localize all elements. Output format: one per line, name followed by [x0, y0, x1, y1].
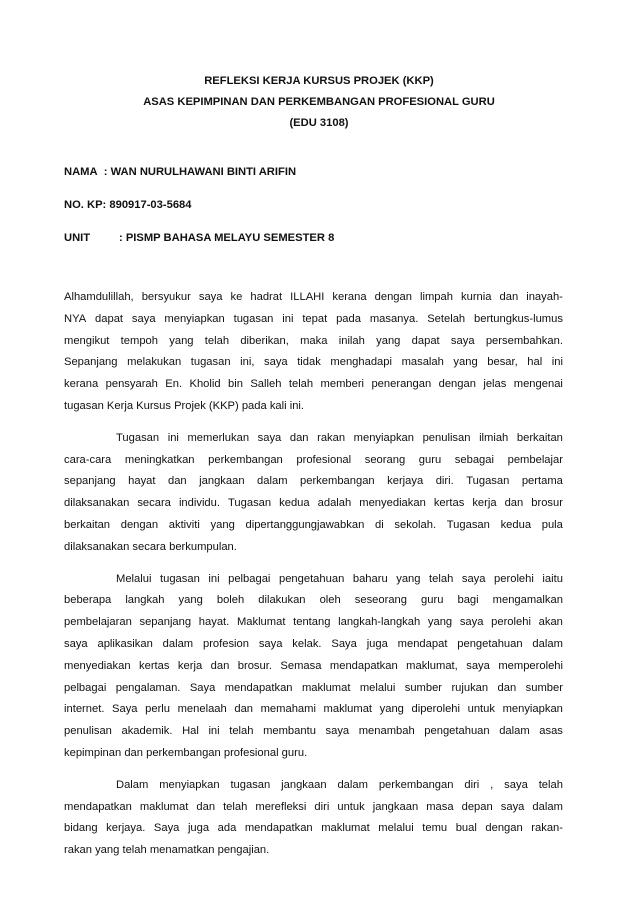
- word: dapat: [411, 334, 440, 347]
- word: dapat: [95, 312, 124, 325]
- word: dalam: [257, 475, 288, 488]
- word: sumber: [404, 681, 443, 694]
- text-line: [64, 450, 563, 472]
- word: masa: [426, 800, 454, 813]
- word: pembelajar: [507, 453, 563, 466]
- word: maklumat: [301, 681, 351, 694]
- word: dan: [167, 475, 187, 488]
- header-course-name: ASAS KEPIMPINAN DAN PERKEMBANGAN PROFESIONAL GURU: [143, 96, 495, 108]
- word: bertungkus-lumus: [474, 312, 563, 325]
- word: mengenai: [513, 378, 563, 391]
- word: baharu: [352, 572, 388, 585]
- word: dipertanggungjawabkan: [245, 518, 365, 531]
- word: ,: [490, 778, 494, 791]
- text-line: [64, 331, 563, 353]
- word: diri: [464, 778, 480, 791]
- word: diberikan,: [240, 334, 289, 347]
- word: Saya: [112, 703, 138, 716]
- word: dengan: [438, 378, 476, 391]
- word: yang: [210, 518, 235, 531]
- word: saya: [131, 312, 156, 325]
- nama-label: NAMA: [64, 166, 98, 178]
- word: maka: [300, 334, 328, 347]
- word: oleh: [319, 594, 341, 607]
- word: dilaksanakan: [64, 497, 130, 510]
- word: diperolehi: [411, 703, 461, 716]
- text-line: [64, 374, 563, 396]
- word: saya: [504, 778, 528, 791]
- word: Alhamdulillah,: [64, 291, 134, 303]
- word: guru: [421, 594, 444, 607]
- text-line: [64, 493, 563, 515]
- text-line: [64, 634, 563, 656]
- unit-label: UNIT: [64, 232, 91, 244]
- word: dalam: [162, 637, 194, 650]
- word: perlu: [145, 703, 171, 716]
- word: saya: [257, 431, 282, 444]
- word: inayah-: [526, 291, 563, 303]
- word: dan: [504, 497, 524, 510]
- word: kelak.: [292, 637, 322, 650]
- word: dalam: [532, 800, 563, 813]
- word: tempoh: [120, 334, 158, 347]
- text-line: [64, 721, 563, 743]
- word: cara-cara: [64, 453, 112, 466]
- word: telah: [204, 334, 230, 347]
- word: tugasan: [160, 572, 200, 585]
- word: telah: [429, 572, 454, 585]
- text-line: kepimpinan dan perkembangan profesional guru.: [64, 746, 308, 759]
- word: mendapatkan: [64, 800, 132, 813]
- word: dan: [497, 681, 517, 694]
- word: ilmiah: [479, 431, 509, 444]
- word: saya: [459, 616, 484, 629]
- word: telah: [288, 378, 314, 391]
- word: yang: [453, 356, 478, 369]
- word: kedua: [279, 497, 310, 510]
- word: dalam: [337, 778, 368, 791]
- word: Sepanjang: [64, 356, 118, 369]
- paragraph-1: [64, 287, 563, 418]
- paragraph-2: [64, 428, 563, 559]
- word: saya: [258, 637, 283, 650]
- word: kedua: [500, 518, 532, 531]
- word: kerana: [332, 291, 367, 303]
- info-nama: [64, 166, 296, 178]
- word: tentang: [293, 616, 331, 629]
- text-line: [64, 471, 563, 493]
- word: perkembangan: [300, 475, 375, 488]
- word: Salleh: [250, 378, 282, 391]
- word: mendapatkan: [244, 822, 313, 835]
- word: ini: [167, 431, 179, 444]
- word: yang: [178, 594, 203, 607]
- word: rujukan: [451, 681, 489, 694]
- word: rakan: [317, 431, 346, 444]
- word: persembahkan.: [485, 334, 563, 347]
- word: brosur.: [237, 659, 272, 672]
- word: Maklumat: [236, 616, 286, 629]
- word: dan: [499, 291, 519, 303]
- word: dengan: [120, 518, 159, 531]
- word: jangkaan: [372, 800, 419, 813]
- word: meningkatkan: [124, 453, 195, 466]
- word: Kholid: [189, 378, 221, 391]
- word: menyiapkan: [502, 703, 563, 716]
- word: sumber: [525, 681, 563, 694]
- word: kerana: [64, 378, 99, 391]
- kp-value: 890917-03-5684: [109, 199, 192, 211]
- word: menyediakan: [359, 497, 426, 510]
- word: sekolah.: [394, 518, 437, 531]
- word: saya: [325, 725, 350, 738]
- word: ada: [217, 822, 237, 835]
- word: pertama: [521, 475, 563, 488]
- text-line: [64, 569, 563, 591]
- word: dan: [234, 703, 254, 716]
- paragraph-3: [64, 569, 563, 765]
- word: perolehi: [491, 616, 531, 629]
- word: melakukan: [127, 356, 182, 369]
- word: menyiapkan: [353, 431, 414, 444]
- word: bual: [455, 822, 477, 835]
- word: kerjaya: [387, 475, 424, 488]
- word: pada: [336, 312, 361, 325]
- word: sebagai: [454, 453, 494, 466]
- word: dan: [210, 659, 230, 672]
- word: besar,: [487, 356, 518, 369]
- word: tugasan: [190, 356, 231, 369]
- word: Dalam: [116, 778, 149, 791]
- word: sepanjang: [139, 616, 192, 629]
- text-line: [64, 656, 563, 678]
- word: memerlukan: [187, 431, 250, 444]
- word: guru: [418, 453, 442, 466]
- word: masalah: [401, 356, 444, 369]
- word: maklumat: [321, 822, 370, 835]
- word: depan: [461, 800, 493, 813]
- word: Saya: [153, 822, 180, 835]
- word: memahami: [260, 703, 316, 716]
- text-line: [64, 699, 563, 721]
- word: saya: [64, 637, 88, 650]
- word: sepanjang: [64, 475, 116, 488]
- info-unit: [64, 232, 334, 244]
- word: langkah-langkah: [338, 616, 421, 629]
- word: melalui: [378, 822, 414, 835]
- word: pula: [541, 518, 563, 531]
- word: menyiapkan: [164, 312, 225, 325]
- document-body: [64, 287, 563, 872]
- word: individu.: [178, 497, 220, 510]
- word: iaitu: [542, 572, 563, 585]
- word: bidang: [64, 822, 98, 835]
- word: bin: [228, 378, 243, 391]
- nama-value: : WAN NURULHAWANI BINTI ARIFIN: [103, 166, 297, 178]
- word: hal: [527, 356, 543, 369]
- text-line: [64, 515, 563, 537]
- word: bagi: [457, 594, 479, 607]
- word: beberapa: [64, 594, 112, 607]
- word: adalah: [317, 497, 352, 510]
- word: pelbagai: [228, 572, 271, 585]
- word: saya: [450, 334, 475, 347]
- word: mendapatkan: [329, 659, 398, 672]
- word: ILLAHI: [290, 291, 325, 303]
- info-kp: [64, 199, 192, 211]
- word: dalam: [499, 725, 530, 738]
- word: mendapatkan: [224, 681, 293, 694]
- word: menghadapi: [330, 356, 392, 369]
- word: menyediakan: [64, 659, 131, 672]
- word: hayat.: [198, 616, 230, 629]
- text-line: [64, 287, 563, 309]
- word: bersyukur: [141, 291, 191, 303]
- word: hadrat: [250, 291, 283, 303]
- header-course-code: (EDU 3108): [289, 117, 349, 129]
- word: internet.: [64, 703, 105, 716]
- word: profesion: [202, 637, 249, 650]
- word: penerangan: [371, 378, 432, 391]
- word: pengetahuan: [457, 637, 523, 650]
- word: aplikasikan: [97, 637, 153, 650]
- word: mendapat: [397, 637, 448, 650]
- word: saya: [198, 291, 223, 303]
- word: yang: [169, 334, 194, 347]
- word: menyiapkan: [159, 778, 220, 791]
- word: menelaah: [177, 703, 227, 716]
- word: rakan-: [531, 822, 563, 835]
- word: ini: [208, 725, 220, 738]
- word: yang: [427, 616, 453, 629]
- word: dan: [289, 431, 309, 444]
- word: Tugasan: [466, 475, 510, 488]
- word: memberi: [320, 378, 365, 391]
- word: saya: [466, 659, 490, 672]
- word: dengan: [374, 291, 412, 303]
- word: perkembangan: [378, 778, 454, 791]
- word: Melalui: [116, 572, 152, 585]
- word: temu: [422, 822, 448, 835]
- word: mengikut: [64, 334, 110, 347]
- word: membantu: [263, 725, 316, 738]
- word: akademik.: [121, 725, 173, 738]
- word: saya: [500, 800, 525, 813]
- word: Tugasan: [446, 518, 490, 531]
- text-line: [64, 612, 563, 634]
- word: profesional: [296, 453, 352, 466]
- text-line: dilaksanakan secara berkumpulan.: [64, 540, 237, 553]
- word: dilakukan: [258, 594, 306, 607]
- word: hayat: [128, 475, 156, 488]
- word: memperolehi: [498, 659, 563, 672]
- word: saya: [461, 572, 486, 585]
- kp-label: NO. KP:: [64, 199, 107, 211]
- word: En.: [165, 378, 183, 391]
- word: telah: [538, 778, 563, 791]
- word: merefleksi: [255, 800, 307, 813]
- word: berkaitan: [516, 431, 563, 444]
- text-line: rakan yang telah menamatkan pengajian.: [64, 844, 270, 857]
- word: maklumat: [139, 800, 189, 813]
- word: jangkaan: [199, 475, 245, 488]
- word: kertas: [433, 497, 465, 510]
- word: Hal: [182, 725, 199, 738]
- word: untuk: [467, 703, 495, 716]
- text-line: [64, 678, 563, 700]
- word: maklumat,: [406, 659, 458, 672]
- word: menambah: [358, 725, 415, 738]
- word: asas: [539, 725, 563, 738]
- word: ke: [230, 291, 243, 303]
- word: pengetahuan: [278, 572, 345, 585]
- word: limpah: [420, 291, 453, 303]
- word: jelas: [483, 378, 507, 391]
- text-line: [64, 428, 563, 450]
- word: langkah: [125, 594, 165, 607]
- word: pelbagai: [64, 681, 107, 694]
- word: tugasan: [233, 312, 274, 325]
- word: Saya: [189, 681, 216, 694]
- word: secara: [137, 497, 171, 510]
- word: saya: [264, 356, 288, 369]
- text-line: [64, 590, 563, 612]
- word: kerja: [177, 659, 203, 672]
- text-line: tugasan Kerja Kursus Projek (KKP) pada kali ini.: [64, 399, 305, 412]
- word: brosur: [531, 497, 563, 510]
- header-title: REFLEKSI KERJA KURSUS PROJEK (KKP): [204, 75, 434, 87]
- word: diri: [314, 800, 330, 813]
- word: juga: [366, 637, 388, 650]
- word: boleh: [216, 594, 245, 607]
- word: penulisan: [422, 431, 471, 444]
- word: tidak: [297, 356, 321, 369]
- word: maklumat: [323, 703, 373, 716]
- word: NYA: [64, 312, 87, 325]
- word: kertas: [139, 659, 170, 672]
- word: dengan: [485, 822, 523, 835]
- word: kurnia: [461, 291, 492, 303]
- unit-value: : PISMP BAHASA MELAYU SEMESTER 8: [119, 232, 335, 244]
- word: tepat: [302, 312, 328, 325]
- word: dalam: [532, 637, 563, 650]
- word: aktiviti: [168, 518, 200, 531]
- word: ini: [208, 572, 220, 585]
- word: seseorang: [354, 594, 407, 607]
- word: penulisan: [64, 725, 112, 738]
- word: ini: [282, 312, 294, 325]
- word: masanya.: [369, 312, 419, 325]
- word: berkaitan: [64, 518, 111, 531]
- word: tugasan: [230, 778, 271, 791]
- word: pengalaman.: [115, 681, 181, 694]
- word: seorang: [364, 453, 406, 466]
- word: yang: [379, 703, 404, 716]
- word: telah: [229, 725, 254, 738]
- word: Tugasan: [116, 431, 160, 444]
- word: dan: [196, 800, 216, 813]
- word: akan: [538, 616, 563, 629]
- word: Semasa: [280, 659, 322, 672]
- word: untuk: [337, 800, 365, 813]
- word: Tugasan: [228, 497, 272, 510]
- word: inilah: [338, 334, 365, 347]
- word: di: [374, 518, 384, 531]
- word: melalui: [359, 681, 396, 694]
- word: juga: [187, 822, 210, 835]
- word: perolehi: [494, 572, 534, 585]
- word: yang: [396, 572, 421, 585]
- text-line: [64, 818, 563, 840]
- word: kerja: [472, 497, 497, 510]
- word: yang: [376, 334, 401, 347]
- word: mengamalkan: [492, 594, 563, 607]
- word: ini,: [240, 356, 255, 369]
- text-line: [64, 352, 563, 374]
- word: Saya: [331, 637, 357, 650]
- word: jangkaan: [281, 778, 327, 791]
- word: kerjaya.: [106, 822, 146, 835]
- word: pembelajaran: [64, 616, 132, 629]
- word: pensyarah: [105, 378, 158, 391]
- word: ini: [551, 356, 563, 369]
- word: perkembangan: [208, 453, 283, 466]
- word: diri.: [435, 475, 454, 488]
- word: telah: [223, 800, 248, 813]
- document-header: [0, 71, 638, 134]
- paragraph-4: [64, 775, 563, 862]
- text-line: [64, 309, 563, 331]
- text-line: [64, 775, 563, 797]
- text-line: [64, 797, 563, 819]
- word: Setelah: [427, 312, 466, 325]
- word: pengetahuan: [424, 725, 490, 738]
